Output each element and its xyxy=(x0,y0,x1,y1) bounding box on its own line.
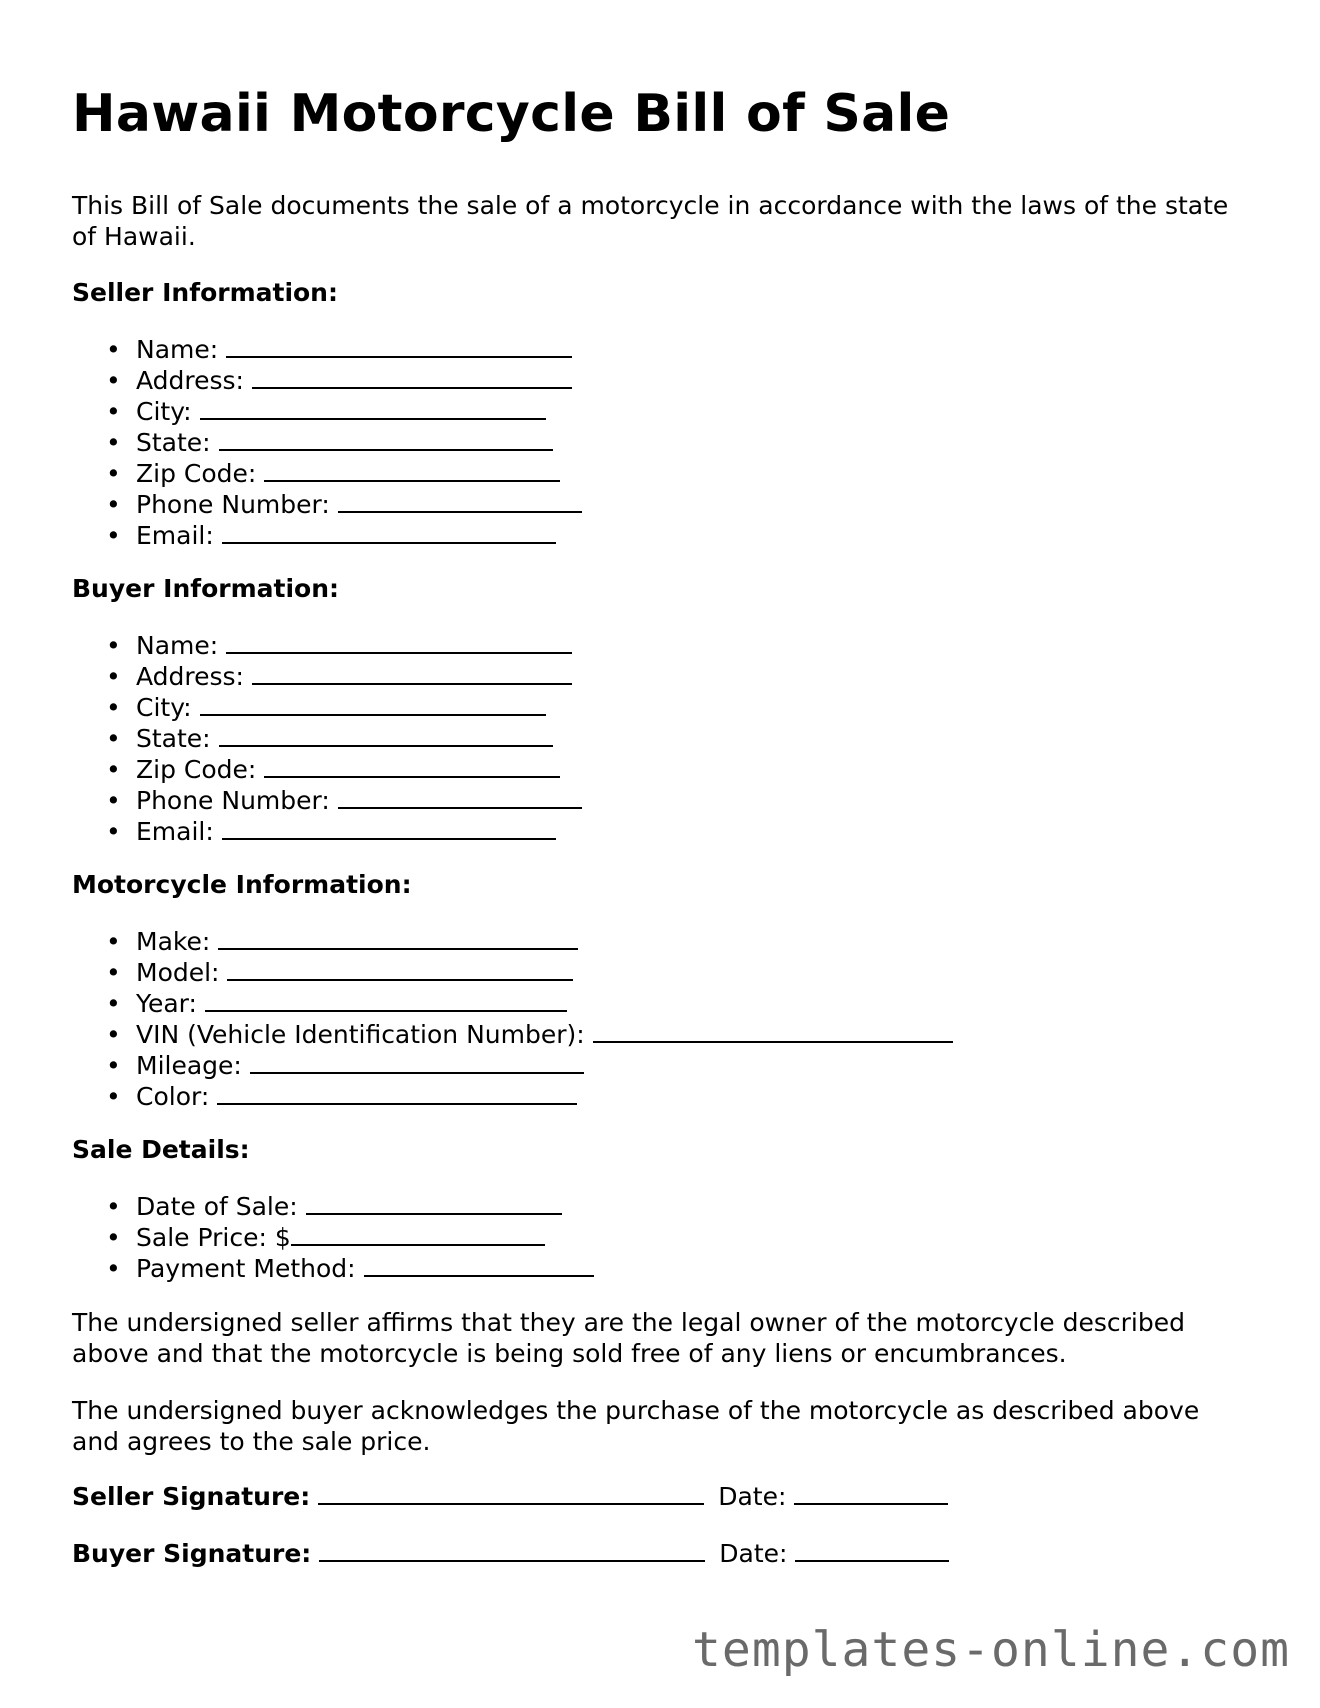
sale-fields-list xyxy=(72,1191,594,1284)
motorcycle-field-color: • Color: xyxy=(72,1081,953,1112)
sale-field-date: • Date of Sale: xyxy=(72,1191,594,1222)
seller-field-email: • Email: xyxy=(72,520,582,551)
buyer-zip-line[interactable] xyxy=(264,754,560,778)
buyer-name-line[interactable] xyxy=(226,630,572,654)
buyer-city-line[interactable] xyxy=(200,692,546,716)
motorcycle-year-line[interactable] xyxy=(205,988,567,1012)
seller-section-heading: Seller Information: xyxy=(72,278,338,307)
sale-payment-method-line[interactable] xyxy=(364,1253,594,1277)
buyer-field-name: • Name: xyxy=(72,630,582,661)
buyer-field-zip: • Zip Code: xyxy=(72,754,582,785)
motorcycle-field-mileage: • Mileage: xyxy=(72,1050,953,1081)
seller-date-label: Date: xyxy=(718,1482,787,1511)
seller-zip-line[interactable] xyxy=(264,458,560,482)
buyer-date-label: Date: xyxy=(719,1539,788,1568)
buyer-fields-list xyxy=(72,630,582,847)
buyer-email-line[interactable] xyxy=(222,816,556,840)
buyer-acknowledgement: The undersigned buyer acknowledges the purchase of the motorcycle as described above and agrees to the sale price. xyxy=(72,1396,1200,1456)
seller-signature-line[interactable] xyxy=(318,1481,704,1505)
seller-name-line[interactable] xyxy=(226,334,572,358)
buyer-date-line[interactable] xyxy=(795,1538,949,1562)
sale-date-line[interactable] xyxy=(306,1191,562,1215)
seller-fields-list xyxy=(72,334,582,551)
seller-field-zip: • Zip Code: xyxy=(72,458,582,489)
buyer-field-address: • Address: xyxy=(72,661,582,692)
seller-field-address: • Address: xyxy=(72,365,582,396)
motorcycle-model-line[interactable] xyxy=(227,957,573,981)
motorcycle-field-vin: • VIN (Vehicle Identification Number): xyxy=(72,1019,953,1050)
buyer-phone-line[interactable] xyxy=(338,785,582,809)
seller-field-name: • Name: xyxy=(72,334,582,365)
sale-section-heading: Sale Details: xyxy=(72,1135,250,1164)
seller-signature-row xyxy=(72,1481,948,1512)
motorcycle-color-line[interactable] xyxy=(217,1081,577,1105)
buyer-field-email: • Email: xyxy=(72,816,582,847)
seller-state-line[interactable] xyxy=(219,427,553,451)
motorcycle-mileage-line[interactable] xyxy=(250,1050,584,1074)
buyer-address-line[interactable] xyxy=(252,661,572,685)
motorcycle-field-year: • Year: xyxy=(72,988,953,1019)
sale-field-payment-method: • Payment Method: xyxy=(72,1253,594,1284)
seller-city-line[interactable] xyxy=(200,396,546,420)
sale-price-line[interactable] xyxy=(291,1222,545,1246)
motorcycle-field-model: • Model: xyxy=(72,957,953,988)
page-title: Hawaii Motorcycle Bill of Sale xyxy=(72,84,951,144)
seller-affirmation: The undersigned seller affirms that they are the legal owner of the motorcycle described above and that the motorcycle is being sold free of any liens or encumbrances. xyxy=(72,1308,1185,1368)
seller-field-city: • City: xyxy=(72,396,582,427)
seller-signature-label: Seller Signature: xyxy=(72,1482,311,1511)
seller-field-phone: • Phone Number: xyxy=(72,489,582,520)
motorcycle-field-make: • Make: xyxy=(72,926,953,957)
buyer-signature-row xyxy=(72,1538,949,1569)
seller-phone-line[interactable] xyxy=(338,489,582,513)
buyer-field-state: • State: xyxy=(72,723,582,754)
seller-field-state: • State: xyxy=(72,427,582,458)
motorcycle-vin-line[interactable] xyxy=(593,1019,953,1043)
sale-field-price: • Sale Price: $ xyxy=(72,1222,594,1253)
buyer-state-line[interactable] xyxy=(219,723,553,747)
motorcycle-fields-list xyxy=(72,926,953,1112)
seller-email-line[interactable] xyxy=(222,520,556,544)
buyer-field-city: • City: xyxy=(72,692,582,723)
seller-address-line[interactable] xyxy=(252,365,572,389)
buyer-section-heading: Buyer Information: xyxy=(72,574,340,603)
watermark: templates-online.com xyxy=(692,1622,1290,1678)
buyer-signature-line[interactable] xyxy=(319,1538,705,1562)
buyer-signature-label: Buyer Signature: xyxy=(72,1539,312,1568)
buyer-field-phone: • Phone Number: xyxy=(72,785,582,816)
seller-date-line[interactable] xyxy=(794,1481,948,1505)
motorcycle-make-line[interactable] xyxy=(218,926,578,950)
motorcycle-section-heading: Motorcycle Information: xyxy=(72,870,412,899)
intro-paragraph: This Bill of Sale documents the sale of a motorcycle in accordance with the laws of the state of Hawaii. xyxy=(72,191,1229,251)
